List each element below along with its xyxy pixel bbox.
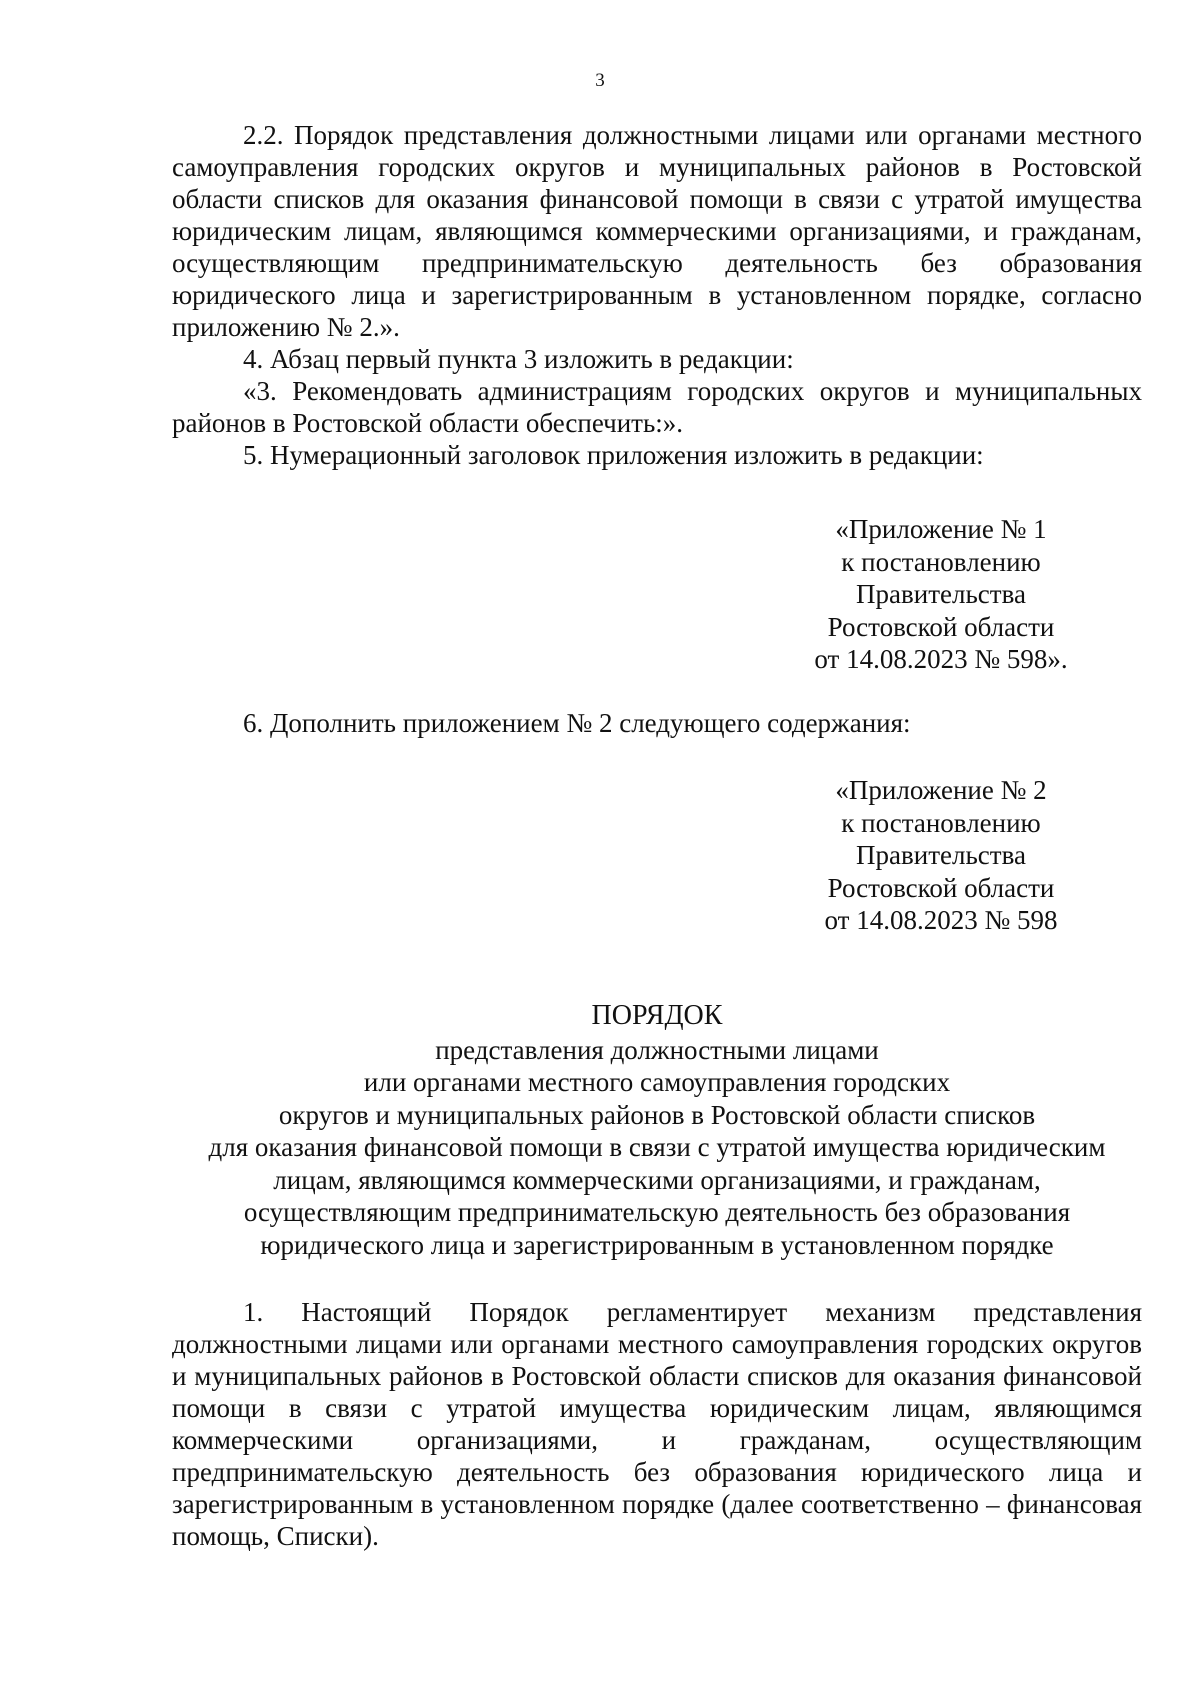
appendix-2-line: к постановлению [841, 807, 1041, 838]
order-title-line: юридического лица и зарегистрированным в установленном порядке [260, 1229, 1054, 1260]
order-title-line: осуществляющим предпринимательскую деятельность без образования [243, 1197, 1071, 1227]
paragraph-4: 4. Абзац первый пункта 3 изложить в редакции: [243, 344, 794, 374]
appendix-1-line: к постановлению [841, 546, 1041, 577]
paragraph-6: 6. Дополнить приложением № 2 следующего содержания: [243, 708, 911, 738]
paragraph-quote-3: «3. Рекомендовать администрациям городских округов и муниципальных районов в Ростовской области обеспечить:». [172, 376, 1142, 438]
amendment-paragraphs [172, 119, 1142, 471]
paragraph-2-2: 2.2. Порядок представления должностными лицами или органами местного самоуправления городских округов и муниципальных районов в Ростовской области списков для оказания финансовой помощи в связи с утратой имущества юридическим лицам, являющимся коммерческими организациями, и гражданам, осуществляющим предпринимательскую деятельность без образования юридического лица и зарегистрированным в установленном порядке, согласно приложению № 2.». [172, 120, 1142, 342]
order-title-line: или органами местного самоуправления городских [363, 1067, 951, 1097]
paragraph-6-block [172, 707, 1142, 739]
appendix-1-line: от 14.08.2023 № 598». [814, 644, 1068, 674]
order-title [172, 1000, 1142, 1261]
order-title-line: округов и муниципальных районов в Ростовской области списков [278, 1099, 1036, 1130]
page-number: 3 [595, 70, 605, 91]
appendix-1-header [812, 513, 1070, 676]
paragraph-5: 5. Нумерационный заголовок приложения изложить в редакции: [243, 440, 984, 470]
appendix-2-line: от 14.08.2023 № 598 [824, 905, 1058, 935]
appendix-2-header [812, 774, 1070, 937]
appendix-2-line: Правительства [856, 840, 1026, 870]
order-paragraph-1: 1. Настоящий Порядок регламентирует механизм представления должностными лицами или органами местного самоуправления городских округов и муниципальных районов в Ростовской области списков для оказания финансовой помощи в связи с утратой имущества юридическим лицам, являющимся коммерческими организациями, и гражданам, осуществляющим предпринимательскую деятельность без образования юридического лица и зарегистрированным в установленном порядке (далее соответственно – финансовая помощь, Списки). [172, 1297, 1142, 1551]
order-heading: ПОРЯДОК [591, 1000, 723, 1031]
appendix-1-line: «Приложение № 1 [835, 514, 1047, 544]
appendix-2-line: Ростовской области [827, 872, 1055, 903]
order-title-line: представления должностными лицами [435, 1034, 879, 1065]
order-body [172, 1296, 1142, 1552]
order-title-line: лицам, являющимся коммерческими организациями, и гражданам, [273, 1164, 1041, 1195]
appendix-2-line: «Приложение № 2 [835, 775, 1047, 805]
order-title-line: для оказания финансовой помощи в связи с утратой имущества юридическим [208, 1132, 1106, 1162]
appendix-1-line: Правительства [856, 579, 1026, 609]
appendix-1-line: Ростовской области [827, 611, 1055, 642]
